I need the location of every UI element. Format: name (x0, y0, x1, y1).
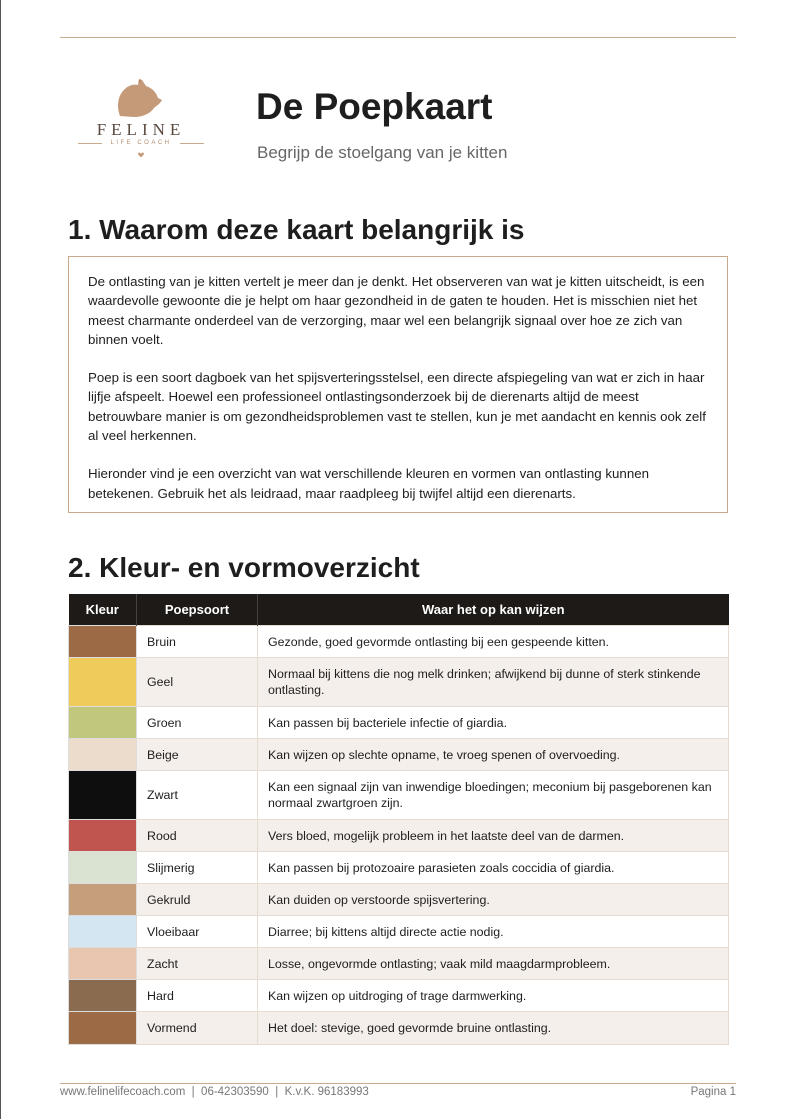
stool-meaning: Kan wijzen op uitdroging of trage darmwerking. (258, 980, 729, 1012)
section-2-heading: 2. Kleur- en vormoverzicht (68, 552, 420, 583)
stool-type: Hard (137, 980, 258, 1012)
color-swatch (69, 1012, 137, 1045)
stool-meaning: Diarree; bij kittens altijd directe actie nodig. (258, 916, 729, 948)
color-swatch (69, 707, 137, 739)
stool-meaning: Gezonde, goed gevormde ontlasting bij een gespeende kitten. (258, 626, 729, 658)
stool-meaning: Kan passen bij protozoaire parasieten zoals coccidia of giardia. (258, 852, 729, 884)
stool-meaning: Kan wijzen op slechte opname, te vroeg spenen of overvoeding. (258, 739, 729, 771)
color-swatch (69, 852, 137, 884)
logo (76, 76, 206, 162)
stool-meaning: Kan een signaal zijn van inwendige bloedingen; meconium bij pasgeborenen kan normaal zwartgroen zijn. (258, 771, 729, 820)
table-row (69, 771, 729, 820)
section-1-heading: 1. Waarom deze kaart belangrijk is (68, 214, 525, 245)
stool-meaning: Het doel: stevige, goed gevormde bruine ontlasting. (258, 1012, 729, 1045)
header-rule (60, 37, 736, 38)
stool-chart-table (68, 594, 729, 1045)
color-swatch (69, 884, 137, 916)
logo-line-right (180, 143, 204, 144)
color-swatch (69, 948, 137, 980)
color-swatch (69, 771, 137, 820)
page-number: Pagina 1 (690, 1086, 736, 1098)
logo-wordmark: FELINE (96, 120, 186, 139)
stool-type: Bruin (137, 626, 258, 658)
stool-type: Vormend (137, 1012, 258, 1045)
stool-type: Groen (137, 707, 258, 739)
heart-icon (138, 152, 144, 158)
table-row (69, 916, 729, 948)
page-edge (0, 0, 1, 1119)
footer-rule (60, 1083, 736, 1084)
stool-type: Gekruld (137, 884, 258, 916)
stool-meaning: Kan passen bij bacteriele infectie of giardia. (258, 707, 729, 739)
table-row (69, 1012, 729, 1045)
table-row (69, 739, 729, 771)
stool-meaning: Kan duiden op verstoorde spijsvertering. (258, 884, 729, 916)
intro-paragraph: De ontlasting van je kitten vertelt je meer dan je denkt. Het observeren van wat je kitten uitscheidt, is een waardevolle gewoonte die je helpt om haar gezondheid in de gaten te houden. Het is misschien niet het meest charmante onderdeel van de verzorging, maar wel een belangrijk signaal over hoe ze zich van binnen voelt. (88, 274, 705, 347)
stool-type: Geel (137, 658, 258, 707)
table-row (69, 707, 729, 739)
stool-meaning: Vers bloed, mogelijk probleem in het laatste deel van de darmen. (258, 820, 729, 852)
stool-meaning: Losse, ongevormde ontlasting; vaak mild maagdarmprobleem. (258, 948, 729, 980)
table-row (69, 658, 729, 707)
color-swatch (69, 980, 137, 1012)
stool-type: Rood (137, 820, 258, 852)
color-swatch (69, 820, 137, 852)
intro-paragraph: Poep is een soort dagboek van het spijsverteringsstelsel, een directe afspiegeling van wat er zich in haar lijfje afspeelt. Hoewel een professioneel ontlastingsonderzoek bij de dierenarts altijd de meest betrouwbare manier is om gezondheidsproblemen vast te stellen, kun je met aandacht en kennis ook zelf al veel herkennen. (88, 370, 706, 444)
stool-type: Beige (137, 739, 258, 771)
column-header-meaning: Waar het op kan wijzen (258, 594, 729, 626)
stool-type: Zwart (137, 771, 258, 820)
footer-contact: www.felinelifecoach.com | 06-42303590 | K.v.K. 96183993 (60, 1086, 369, 1098)
stool-meaning: Normaal bij kittens die nog melk drinken; afwijkend bij dunne of sterk stinkende ontlasting. (258, 658, 729, 707)
stool-type: Slijmerig (137, 852, 258, 884)
table-row (69, 948, 729, 980)
page-subtitle: Begrijp de stoelgang van je kitten (257, 143, 508, 162)
intro-box (68, 256, 728, 513)
stool-type: Zacht (137, 948, 258, 980)
color-swatch (69, 626, 137, 658)
color-swatch (69, 916, 137, 948)
column-header-type: Poepsoort (137, 594, 258, 626)
table-body (69, 626, 729, 1045)
logo-tagline: LIFE COACH (110, 140, 172, 146)
stool-type: Vloeibaar (137, 916, 258, 948)
column-header-color: Kleur (69, 594, 137, 626)
intro-paragraph: Hieronder vind je een overzicht van wat verschillende kleuren en vormen van ontlasting kunnen betekenen. Gebruik het als leidraad, maar raadpleeg bij twijfel altijd een dierenarts. (88, 466, 650, 501)
table-row (69, 852, 729, 884)
color-swatch (69, 658, 137, 707)
table-row (69, 884, 729, 916)
table-row (69, 980, 729, 1012)
table-row (69, 626, 729, 658)
cat-silhouette-icon (76, 76, 206, 120)
table-header-row (69, 594, 729, 626)
color-swatch (69, 739, 137, 771)
table-row (69, 820, 729, 852)
page-title: De Poepkaart (256, 86, 493, 127)
